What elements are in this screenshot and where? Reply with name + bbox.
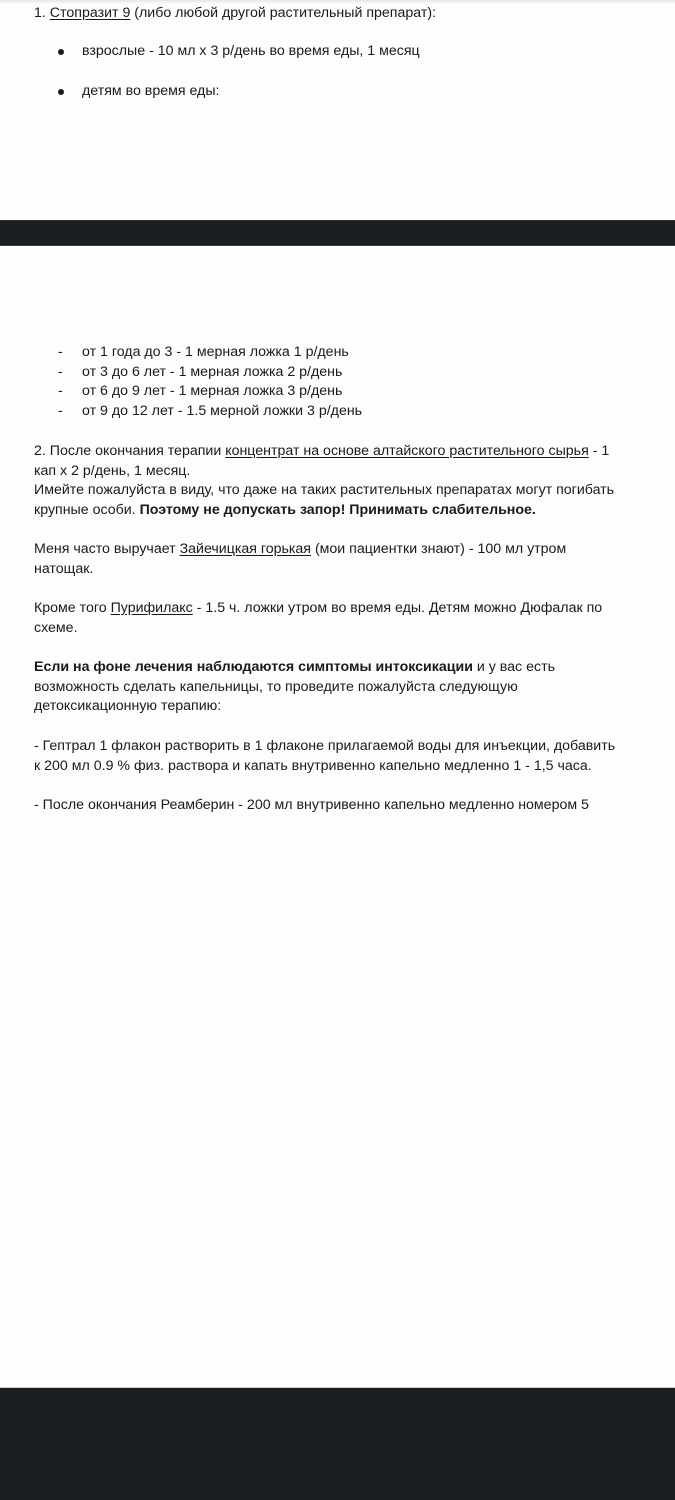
dash-marker: - <box>58 403 63 419</box>
paragraph-line <box>34 442 654 462</box>
section1-rest: (либо любой другой растительный препарат): <box>130 5 436 21</box>
zayech-link[interactable]: Зайечицкая горькая <box>179 541 311 557</box>
text-span: 2. После окончания терапии <box>34 443 226 459</box>
dash-marker: - <box>58 383 63 399</box>
dash-marker: - <box>58 344 63 360</box>
dose-item: от 6 до 9 лет - 1 мерная ложка 3 р/день <box>82 383 343 399</box>
paragraph-line <box>34 599 654 619</box>
paragraph-line: детоксикационную терапию: <box>34 698 222 714</box>
paragraph-line: - Гептрал 1 флакон растворить в 1 флаконе прилагаемой воды для инъекции, добавить <box>34 738 616 754</box>
paragraph-line: натощак. <box>34 560 94 577</box>
bullet-icon <box>58 49 64 55</box>
text-span: Кроме того <box>34 600 111 616</box>
warning-bold-text: Поэтому не допускать запор! Принимать слабительное. <box>139 501 536 518</box>
paragraph-line <box>34 501 654 521</box>
detox-paragraph <box>34 658 654 717</box>
text-span: - 1.5 ч. ложки утром во время еды. Детям можно Дюфалак по <box>192 600 603 616</box>
text-span: - 1 <box>588 443 610 459</box>
dose-item: от 9 до 12 лет - 1.5 мерной ложки 3 р/день <box>82 403 363 419</box>
paragraph-line <box>34 540 654 560</box>
paragraph-line: - После окончания Реамберин - 200 мл внутривенно капельно медленно номером 5 <box>34 797 589 813</box>
section1-line <box>34 4 654 24</box>
heptral-paragraph <box>34 737 654 776</box>
text-span: (мои пациентки знают) - 100 мл утром <box>311 541 567 557</box>
section2-paragraph <box>34 442 654 520</box>
section1-heading <box>34 4 654 24</box>
paragraph-line: возможность сделать капельницы, то проведите пожалуйста следующую <box>34 678 518 695</box>
zayech-paragraph <box>34 540 654 579</box>
dose-item: от 3 до 6 лет - 1 мерная ложка 2 р/день <box>82 364 343 380</box>
text-span: крупные особи. <box>34 501 140 518</box>
text-span: Меня часто выручает <box>34 541 180 557</box>
dose-item: от 1 года до 3 - 1 мерная ложка 1 р/день <box>82 344 349 360</box>
bullet-icon <box>58 89 64 95</box>
concentrate-link[interactable]: концентрат на основе алтайского растительного сырья <box>225 443 589 459</box>
bullet-item-children: детям во время еды: <box>82 83 220 99</box>
reamberin-paragraph <box>34 796 654 816</box>
dark-separator-band <box>0 220 675 246</box>
paragraph-line: к 200 мл 0.9 % физ. раствора и капать внутривенно капельно медленно 1 - 1,5 часа. <box>34 757 592 774</box>
detox-bold-text: Если на фоне лечения наблюдаются симптомы интоксикации <box>34 659 473 675</box>
paragraph-line <box>34 658 654 678</box>
text-span: и у вас есть <box>472 659 555 675</box>
paragraph-line: Имейте пожалуйста в виду, что даже на таких растительных препаратах могут погибать <box>34 482 615 498</box>
purifilaks-link[interactable]: Пурифилакс <box>110 600 193 616</box>
section1-number: 1. <box>34 5 46 21</box>
bullet-item-adults: взрослые - 10 мл х 3 р/день во время еды, 1 месяц <box>82 43 420 59</box>
purif-paragraph <box>34 599 654 638</box>
stoprazit-link[interactable]: Стопразит 9 <box>49 5 131 21</box>
paragraph-line: схеме. <box>34 619 78 636</box>
dark-bottom-area <box>0 1387 675 1500</box>
dash-marker: - <box>58 364 63 380</box>
paragraph-line: кап х 2 р/день, 1 месяц. <box>34 462 191 479</box>
